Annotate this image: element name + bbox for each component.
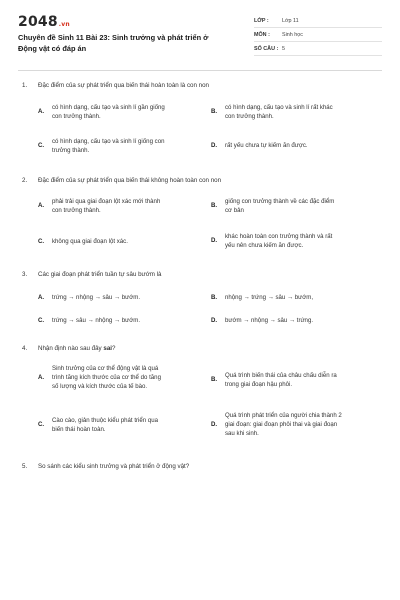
option-text: trứng → sâu → nhộng → bướm. bbox=[52, 317, 141, 324]
option-text: yếu nên chưa kiếm ăn được. bbox=[225, 242, 304, 249]
question-number: 1. bbox=[22, 82, 28, 89]
meta-key: SỐ CÂU : bbox=[254, 46, 279, 52]
option-text: không qua giai đoạn lột xác. bbox=[52, 238, 128, 245]
meta-key: MÔN : bbox=[254, 32, 270, 38]
option-text: khác hoàn toàn con trưởng thành và rất bbox=[225, 233, 333, 240]
question-number: 3. bbox=[22, 271, 28, 278]
meta-row-subject bbox=[254, 28, 382, 42]
option-text: trưởng thành. bbox=[52, 147, 90, 154]
option-text: con trưởng thành. bbox=[52, 207, 101, 214]
option-text: trứng → nhộng → sâu → bướm. bbox=[52, 294, 141, 301]
question-emphasis: sai bbox=[103, 345, 112, 352]
option-letter: A. bbox=[38, 294, 45, 301]
option-text: con trưởng thành. bbox=[52, 113, 101, 120]
option-text: bướm → nhộng → sâu → trứng. bbox=[225, 317, 314, 324]
option-text: có hình dạng, cấu tạo và sinh lí rất khác bbox=[225, 104, 333, 111]
meta-value: 5 bbox=[282, 46, 285, 52]
question-text: So sánh các kiểu sinh trưởng và phát triển ở động vật? bbox=[38, 463, 190, 470]
question-text: Các giai đoạn phát triển tuần tự sâu bướm là bbox=[38, 271, 162, 278]
option-letter: B. bbox=[211, 108, 218, 115]
option-letter: C. bbox=[38, 317, 45, 324]
option-text: con trưởng thành. bbox=[225, 113, 274, 120]
option-text: nhộng → trứng → sâu → bướm, bbox=[225, 294, 314, 301]
option-text: giống con trưởng thành về các đặc điểm bbox=[225, 198, 335, 205]
option-text: trong giai đoạn hậu phôi. bbox=[225, 381, 293, 388]
question-number: 4. bbox=[22, 345, 28, 352]
meta-value: Lớp 11 bbox=[282, 18, 299, 24]
meta-key: LỚP : bbox=[254, 18, 269, 24]
document-header bbox=[18, 14, 382, 66]
option-letter: A. bbox=[38, 202, 45, 209]
option-letter: D. bbox=[211, 142, 218, 149]
meta-table bbox=[254, 14, 382, 56]
option-text: Quá trình biến thái của châu chấu diễn ra bbox=[225, 372, 337, 379]
logo-domain: .vn bbox=[58, 21, 70, 28]
option-letter: C. bbox=[38, 142, 45, 149]
option-text: số lượng và kích thước của tế bào. bbox=[52, 383, 148, 390]
question-number: 2. bbox=[22, 177, 28, 184]
option-letter: A. bbox=[38, 374, 45, 381]
option-text: giai đoạn: giai đoạn phôi thai và giai đoạn bbox=[225, 421, 338, 428]
option-text: Cào cào, giản thuộc kiểu phát triển qua bbox=[52, 417, 159, 424]
document-title: Chuyên đề Sinh 11 Bài 23: Sinh trưởng và phát triển ở Động vật có đáp án bbox=[18, 33, 209, 53]
option-letter: A. bbox=[38, 108, 45, 115]
option-letter: B. bbox=[211, 376, 218, 383]
option-text: sau khi sinh. bbox=[225, 430, 259, 437]
option-letter: B. bbox=[211, 202, 218, 209]
question-text: Đặc điểm của sự phát triển qua biến thái không hoàn toàn con non bbox=[38, 177, 222, 184]
option-text: biến thái hoàn toàn. bbox=[52, 426, 106, 433]
logo-text: 2048 bbox=[18, 14, 58, 30]
option-text: phải trải qua giai đoạn lột xác mới thành bbox=[52, 198, 161, 205]
question-text-part: Nhận định nào sau đây bbox=[38, 345, 104, 352]
option-letter: D. bbox=[211, 237, 218, 244]
option-letter: D. bbox=[211, 317, 218, 324]
question-text: Đặc điểm của sự phát triển qua biến thái hoàn toàn là con non bbox=[38, 82, 209, 89]
question-text-part: ? bbox=[111, 345, 116, 352]
meta-value: Sinh học bbox=[282, 32, 303, 38]
option-letter: B. bbox=[211, 294, 218, 301]
option-text: cơ bản bbox=[225, 207, 244, 214]
option-text: có hình dạng, cấu tạo và sinh lí giống con bbox=[52, 138, 165, 145]
option-letter: C. bbox=[38, 238, 45, 245]
option-letter: D. bbox=[211, 421, 218, 428]
option-text: trình tăng kích thước của cơ thể do tăng bbox=[52, 374, 161, 381]
meta-row-class bbox=[254, 14, 382, 28]
option-text: Quá trình phát triển của người chia thành 2 bbox=[225, 412, 342, 419]
header-divider bbox=[18, 70, 382, 71]
option-letter: C. bbox=[38, 421, 45, 428]
option-text: có hình dạng, cấu tạo và sinh lí gần giống bbox=[52, 104, 165, 111]
option-text: Sinh trưởng của cơ thể động vật là quá bbox=[52, 365, 159, 372]
question-number: 5. bbox=[22, 463, 28, 470]
question-text bbox=[38, 345, 378, 354]
meta-row-count bbox=[254, 42, 382, 56]
option-text: rất yếu chưa tự kiếm ăn được. bbox=[225, 142, 308, 149]
